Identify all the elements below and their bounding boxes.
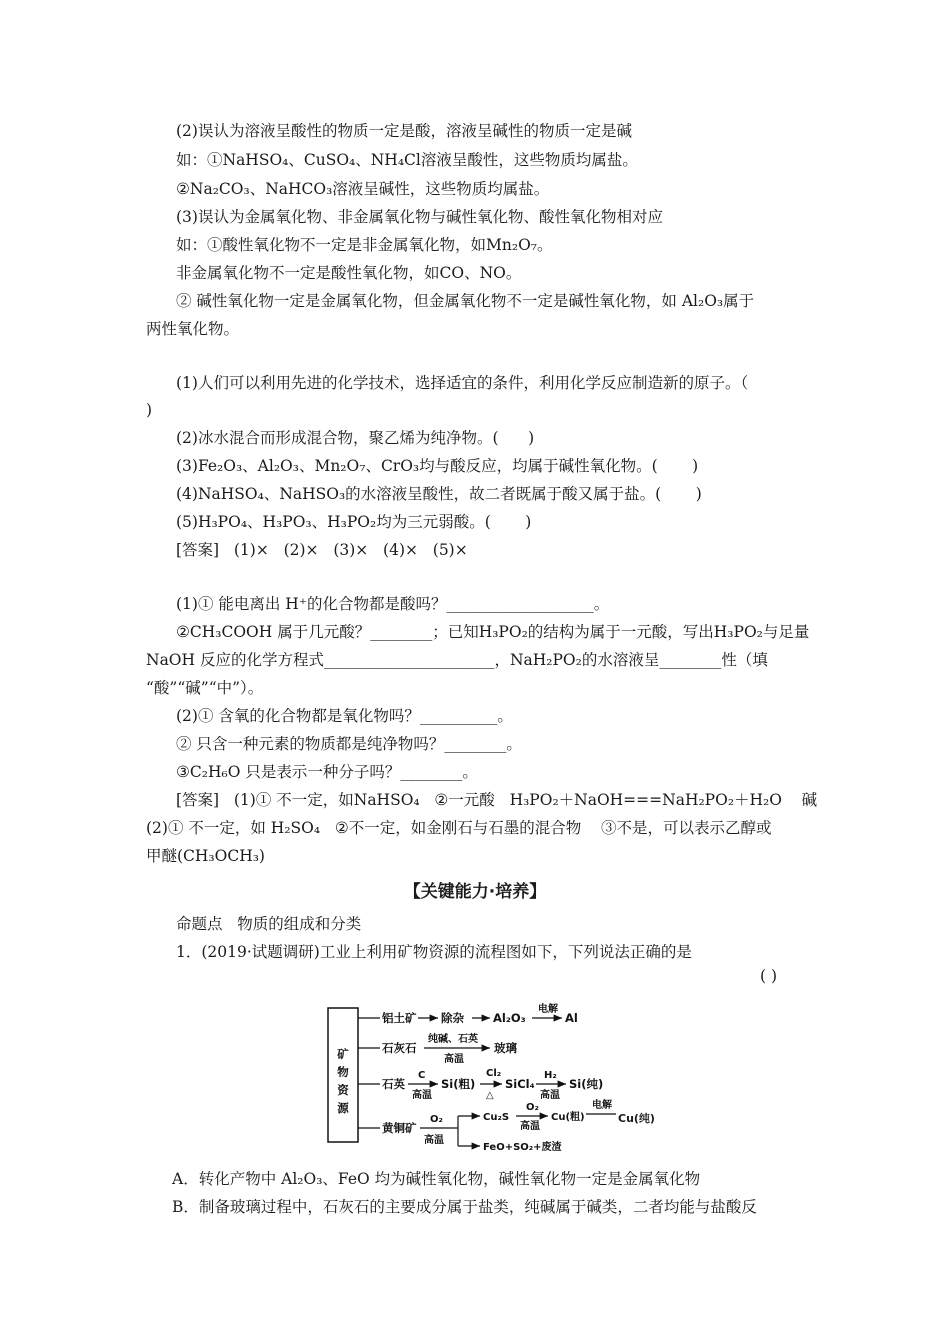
question-1-1: (1)① 能电离出 H⁺的化合物都是酸吗？___________________。 — [176, 595, 610, 613]
judge-item-4: (4)NaHSO₄、NaHSO₃的水溶液呈酸性，故二者既属于酸又属于盐。( ) — [176, 485, 702, 503]
answer-blank: ( ) — [760, 967, 778, 985]
row4-c2-bottom: 高温 — [520, 1121, 540, 1132]
judge-item-5: (5)H₃PO₄、H₃PO₃、H₃PO₂均为三元弱酸。( ) — [176, 513, 532, 531]
row2-cond-bottom: 高温 — [444, 1054, 464, 1065]
example-basic-salts: ②Na₂CO₃、NaHCO₃溶液呈碱性，这些物质均属盐。 — [176, 180, 550, 198]
row4-c3-top: 电解 — [592, 1100, 612, 1111]
answer-line-2: (2)① 不一定，如 H₂SO₄ ②不一定，如金刚石与石墨的混合物 ③不是，可以表示乙醇或 — [146, 819, 772, 837]
row3-end: Si(纯) — [569, 1077, 604, 1091]
row1-cond: 电解 — [538, 1004, 558, 1015]
judge-item-1: (1)人们可以利用先进的化学技术，选择适宜的条件，利用化学反应制造新的原子。（ — [176, 374, 749, 392]
judge-item-3: (3)Fe₂O₃、Al₂O₃、Mn₂O₇、CrO₃均与酸反应，均属于碱性氧化物。( ) — [176, 457, 699, 475]
row3-start: 石英 — [382, 1077, 405, 1091]
row3-c3-top: H₂ — [544, 1070, 557, 1081]
question-2-1: (2)① 含氧的化合物都是氧化物吗？__________。 — [176, 707, 513, 725]
judge-item-1-cont: ) — [146, 401, 153, 419]
question-1-2-cont: NaOH 反应的化学方程式______________________，NaH₂PO₂的水溶液呈________性（填 — [146, 651, 768, 669]
example-acidic-salts: 如：①NaHSO₄、CuSO₄、NH₄Cl溶液呈酸性，这些物质均属盐。 — [176, 151, 638, 169]
row4-end: Cu(纯) — [618, 1112, 655, 1125]
row4-c2-top: O₂ — [526, 1102, 539, 1113]
judge-item-2: (2)冰水混合而形成混合物，聚乙烯为纯净物。( ) — [176, 429, 535, 447]
misconception-3: (3)误认为金属氧化物、非金属氧化物与碱性氧化物、酸性氧化物相对应 — [176, 208, 663, 226]
answer-line-3: 甲醚(CH₃OCH₃) — [146, 847, 265, 865]
option-a: A．转化产物中 Al₂O₃、FeO 均为碱性氧化物，碱性氧化物一定是金属氧化物 — [172, 1170, 701, 1188]
question-1-2: ②CH₃COOH 属于几元酸？________；已知H₃PO₂的结构为属于一元酸，写出H₃PO₂与足量 — [176, 623, 810, 641]
source-label-1: 矿 — [337, 1047, 349, 1061]
row1-end: Al — [565, 1011, 578, 1025]
section-heading: 【关键能力·培养】 — [403, 882, 547, 902]
row4-c1-top: O₂ — [430, 1114, 443, 1125]
row2-start: 石灰石 — [382, 1041, 417, 1055]
source-label-2: 物 — [337, 1065, 349, 1079]
option-b: B．制备玻璃过程中，石灰石的主要成分属于盐类，纯碱属于碱类，二者均能与盐酸反 — [172, 1198, 757, 1216]
row4-byproduct: FeO+SO₂+废渣 — [483, 1142, 562, 1153]
row3-c1-top: C — [418, 1070, 426, 1081]
row1-step: 除杂 — [441, 1011, 464, 1025]
row1-start: 铝土矿 — [382, 1011, 417, 1025]
topic-label: 命题点 物质的组成和分类 — [176, 915, 362, 933]
question-2-2: ② 只含一种元素的物质都是纯净物吗？________。 — [176, 735, 522, 753]
row4-mid1: Cu₂S — [483, 1112, 510, 1123]
source-label-3: 资 — [337, 1083, 349, 1097]
example-acidic-oxide: 如：①酸性氧化物不一定是非金属氧化物，如Mn₂O₇。 — [176, 236, 553, 254]
row3-mid2: SiCl₄ — [505, 1077, 535, 1091]
row1-product: Al₂O₃ — [493, 1011, 526, 1025]
row2-cond-top: 纯碱、石英 — [428, 1034, 478, 1045]
row3-c2-top: Cl₂ — [486, 1068, 502, 1079]
question-1-stem: 1．(2019·试题调研)工业上利用矿物资源的流程图如下，下列说法正确的是 — [176, 943, 692, 961]
row2-end: 玻璃 — [494, 1041, 517, 1055]
example-basic-oxide: ② 碱性氧化物一定是金属氧化物，但金属氧化物不一定是碱性氧化物，如 Al₂O₃属于 — [176, 292, 755, 310]
row3-c3-bottom: 高温 — [540, 1090, 560, 1101]
answer-line-1: [答案] (1)① 不一定，如NaHSO₄ ②一元酸 H₃PO₂＋NaOH===NaH₂PO₂＋H₂O 碱 — [176, 791, 818, 809]
misconception-2: (2)误认为溶液呈酸性的物质一定是酸，溶液呈碱性的物质一定是碱 — [176, 122, 632, 140]
example-basic-oxide-cont: 两性氧化物。 — [146, 320, 240, 338]
row3-c2-bottom: △ — [486, 1090, 494, 1101]
row4-c1-bottom: 高温 — [424, 1135, 444, 1146]
row4-start: 黄铜矿 — [382, 1121, 417, 1135]
question-1-2-cont2: “酸”“碱”“中”）。 — [146, 679, 264, 697]
example-nonmetal-oxide: 非金属氧化物不一定是酸性氧化物，如CO、NO。 — [176, 264, 522, 282]
mineral-flowchart — [320, 1002, 620, 1162]
row4-mid2: Cu(粗) — [551, 1112, 585, 1123]
source-label-4: 源 — [337, 1101, 349, 1115]
question-2-3: ③C₂H₆O 只是表示一种分子吗？________。 — [176, 763, 478, 781]
row3-c1-bottom: 高温 — [412, 1090, 432, 1101]
row3-mid1: Si(粗) — [441, 1077, 476, 1091]
judge-answer: [答案] (1)× (2)× (3)× (4)× (5)× — [176, 541, 468, 559]
